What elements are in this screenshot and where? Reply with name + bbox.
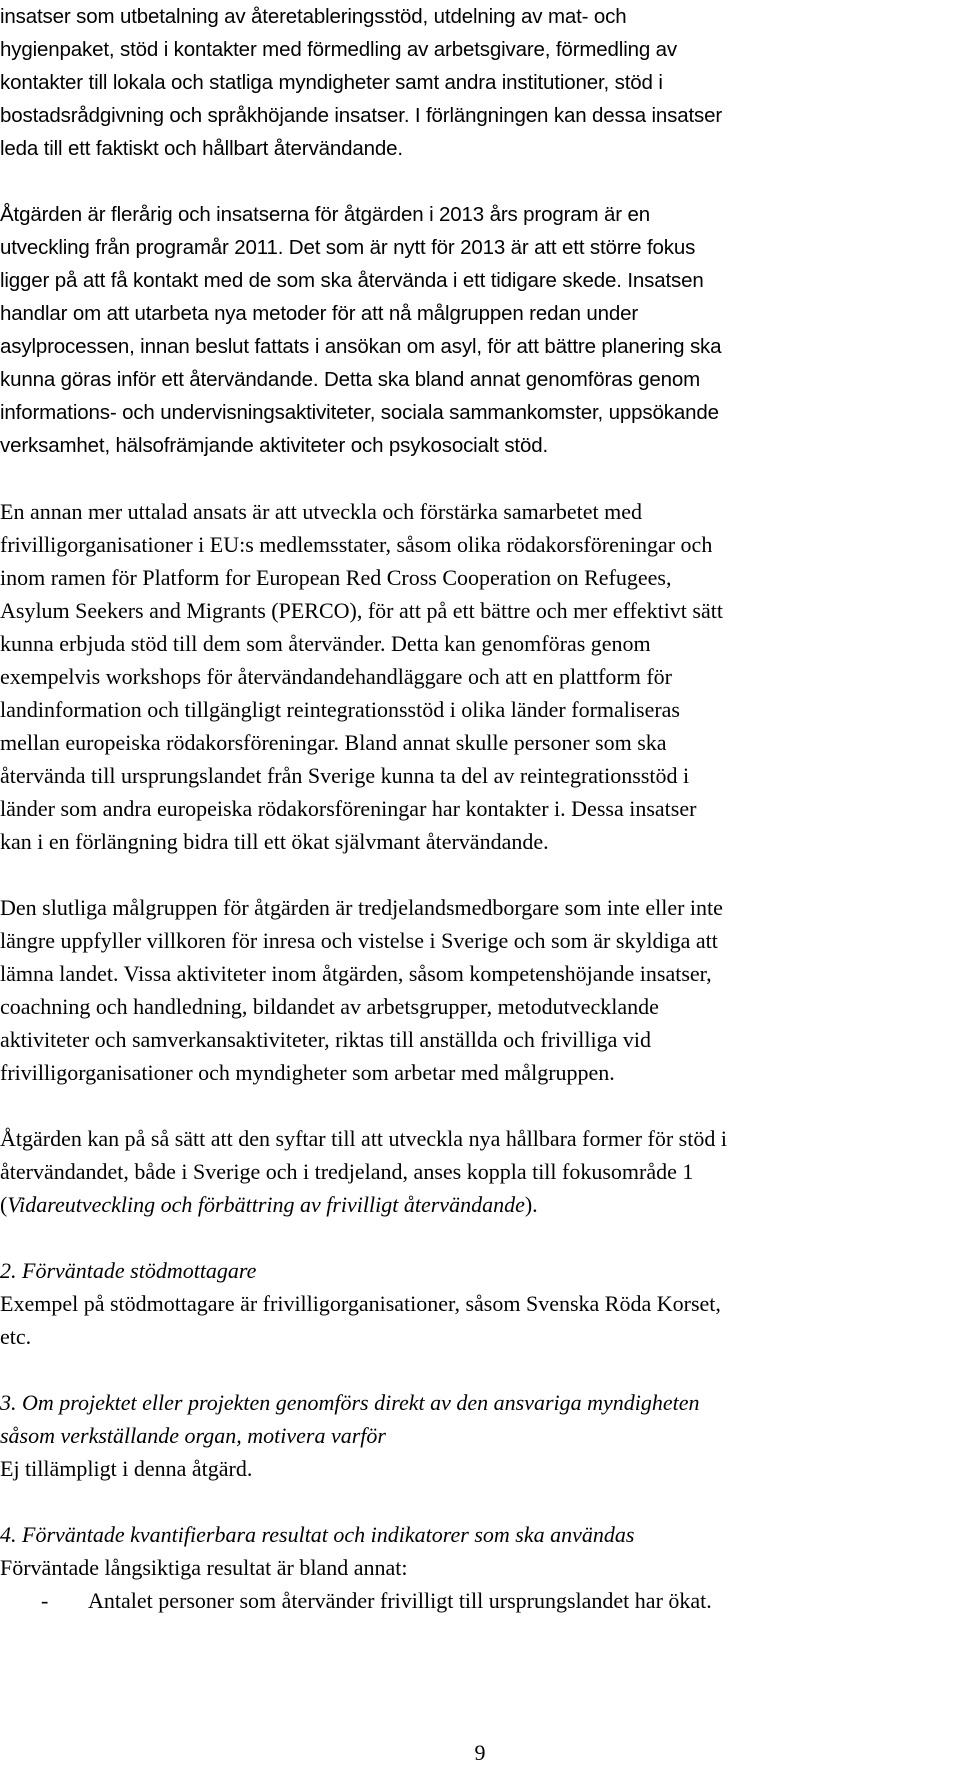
- text-line: ligger på att få kontakt med de som ska återvända i ett tidigare skede. Insatsen: [0, 269, 704, 292]
- text-line: återvända till ursprungslandet från Sverige kunna ta del av reintegrationsstöd i: [0, 763, 690, 788]
- text-line: insatser som utbetalning av återetableringsstöd, utdelning av mat- och: [0, 5, 627, 28]
- text-line: Ej tillämpligt i denna åtgärd.: [0, 1456, 253, 1481]
- list-item: [0, 1584, 960, 1617]
- text-line: kontakter till lokala och statliga myndigheter samt andra institutioner, stöd i: [0, 71, 663, 94]
- text-line: frivilligorganisationer och myndigheter som arbetar med målgruppen.: [0, 1060, 615, 1085]
- text-line: kunna göras inför ett återvändande. Detta ska bland annat genomföras genom: [0, 368, 701, 391]
- text-line: länder som andra europeiska rödakorsföreningar har kontakter i. Dessa insatser: [0, 796, 697, 821]
- text-line: En annan mer uttalad ansats är att utveckla och förstärka samarbetet med: [0, 499, 643, 524]
- paragraph-red-cross-cooperation: [0, 495, 960, 858]
- text-line: kunna erbjuda stöd till dem som återvänder. Detta kan genomföras genom: [0, 631, 651, 656]
- text-line: längre uppfyller villkoren för inresa och vistelse i Sverige och som är skyldiga att: [0, 928, 718, 953]
- text-line: Asylum Seekers and Migrants (PERCO), för att på ett bättre och mer effektivt sätt: [0, 598, 723, 623]
- text-line: hygienpaket, stöd i kontakter med förmedling av arbetsgivare, förmedling av: [0, 38, 678, 61]
- bullet-dash: -: [41, 1588, 49, 1613]
- text-line: informations- och undervisningsaktiviteter, sociala sammankomster, uppsökande: [0, 401, 719, 424]
- text-line: återvändandet, både i Sverige och i tredjeland, anses koppla till fokusområde 1: [0, 1159, 694, 1184]
- text-line: Åtgärden är flerårig och insatserna för åtgärden i 2013 års program är en: [0, 203, 650, 226]
- paragraph-reintegration-support: [0, 0, 960, 165]
- text-line: aktiviteter och samverkansaktiviteter, riktas till anställda och frivilliga vid: [0, 1027, 651, 1052]
- text-line: Förväntade långsiktiga resultat är bland annat:: [0, 1555, 408, 1580]
- text-line: Åtgärden kan på så sätt att den syftar till att utveckla nya hållbara former för stöd i: [0, 1126, 727, 1151]
- text-line: handlar om att utarbeta nya metoder för att nå målgruppen redan under: [0, 302, 639, 325]
- paragraph-focus-area: [0, 1122, 960, 1221]
- section-heading: 2. Förväntade stödmottagare: [0, 1258, 257, 1283]
- section-heading: såsom verkställande organ, motivera varför: [0, 1423, 386, 1448]
- paren-close: ).: [524, 1192, 538, 1217]
- focus-area-title: Vidareutveckling och förbättring av frivilligt återvändande: [7, 1192, 525, 1217]
- text-line: coachning och handledning, bildandet av arbetsgrupper, metodutvecklande: [0, 994, 659, 1019]
- paren-open: (: [0, 1192, 8, 1217]
- text-line: inom ramen för Platform for European Red Cross Cooperation on Refugees,: [0, 565, 672, 590]
- text-line: kan i en förlängning bidra till ett ökat självmant återvändande.: [0, 829, 549, 854]
- text-line: mellan europeiska rödakorsföreningar. Bland annat skulle personer som ska: [0, 730, 667, 755]
- text-line: landinformation och tillgängligt reintegrationsstöd i olika länder formaliseras: [0, 697, 680, 722]
- text-line: verksamhet, hälsofrämjande aktiviteter och psykosocialt stöd.: [0, 434, 549, 457]
- text-line: asylprocessen, innan beslut fattats i ansökan om asyl, för att bättre planering ska: [0, 335, 722, 358]
- paragraph-multiyear-measure: [0, 198, 960, 462]
- text-line: Exempel på stödmottagare är frivilligorganisationer, såsom Svenska Röda Korset,: [0, 1291, 721, 1316]
- section-expected-results: [0, 1518, 960, 1617]
- text-line: exempelvis workshops för återvändandehandläggare och att en plattform för: [0, 664, 672, 689]
- text-line: lämna landet. Vissa aktiviteter inom åtgärden, såsom kompetenshöjande insatser,: [0, 961, 712, 986]
- text-line: [0, 1188, 960, 1221]
- section-heading: 4. Förväntade kvantifierbara resultat och indikatorer som ska användas: [0, 1522, 635, 1547]
- section-heading: 3. Om projektet eller projekten genomförs direkt av den ansvariga myndigheten: [0, 1390, 700, 1415]
- text-line: frivilligorganisationer i EU:s medlemsstater, såsom olika rödakorsföreningar och: [0, 532, 713, 557]
- list-item-text: Antalet personer som återvänder frivilligt till ursprungslandet har ökat.: [88, 1588, 712, 1613]
- text-line: Den slutliga målgruppen för åtgärden är tredjelandsmedborgare som inte eller inte: [0, 895, 723, 920]
- text-line: leda till ett faktiskt och hållbart återvändande.: [0, 137, 403, 160]
- text-line: utveckling från programår 2011. Det som är nytt för 2013 är att ett större fokus: [0, 236, 696, 259]
- section-expected-beneficiaries: [0, 1254, 960, 1353]
- section-direct-implementation: [0, 1386, 960, 1485]
- text-line: bostadsrådgivning och språkhöjande insatser. I förlängningen kan dessa insatser: [0, 104, 723, 127]
- text-line: etc.: [0, 1324, 32, 1349]
- paragraph-target-group: [0, 891, 960, 1089]
- page-number: 9: [474, 1740, 486, 1765]
